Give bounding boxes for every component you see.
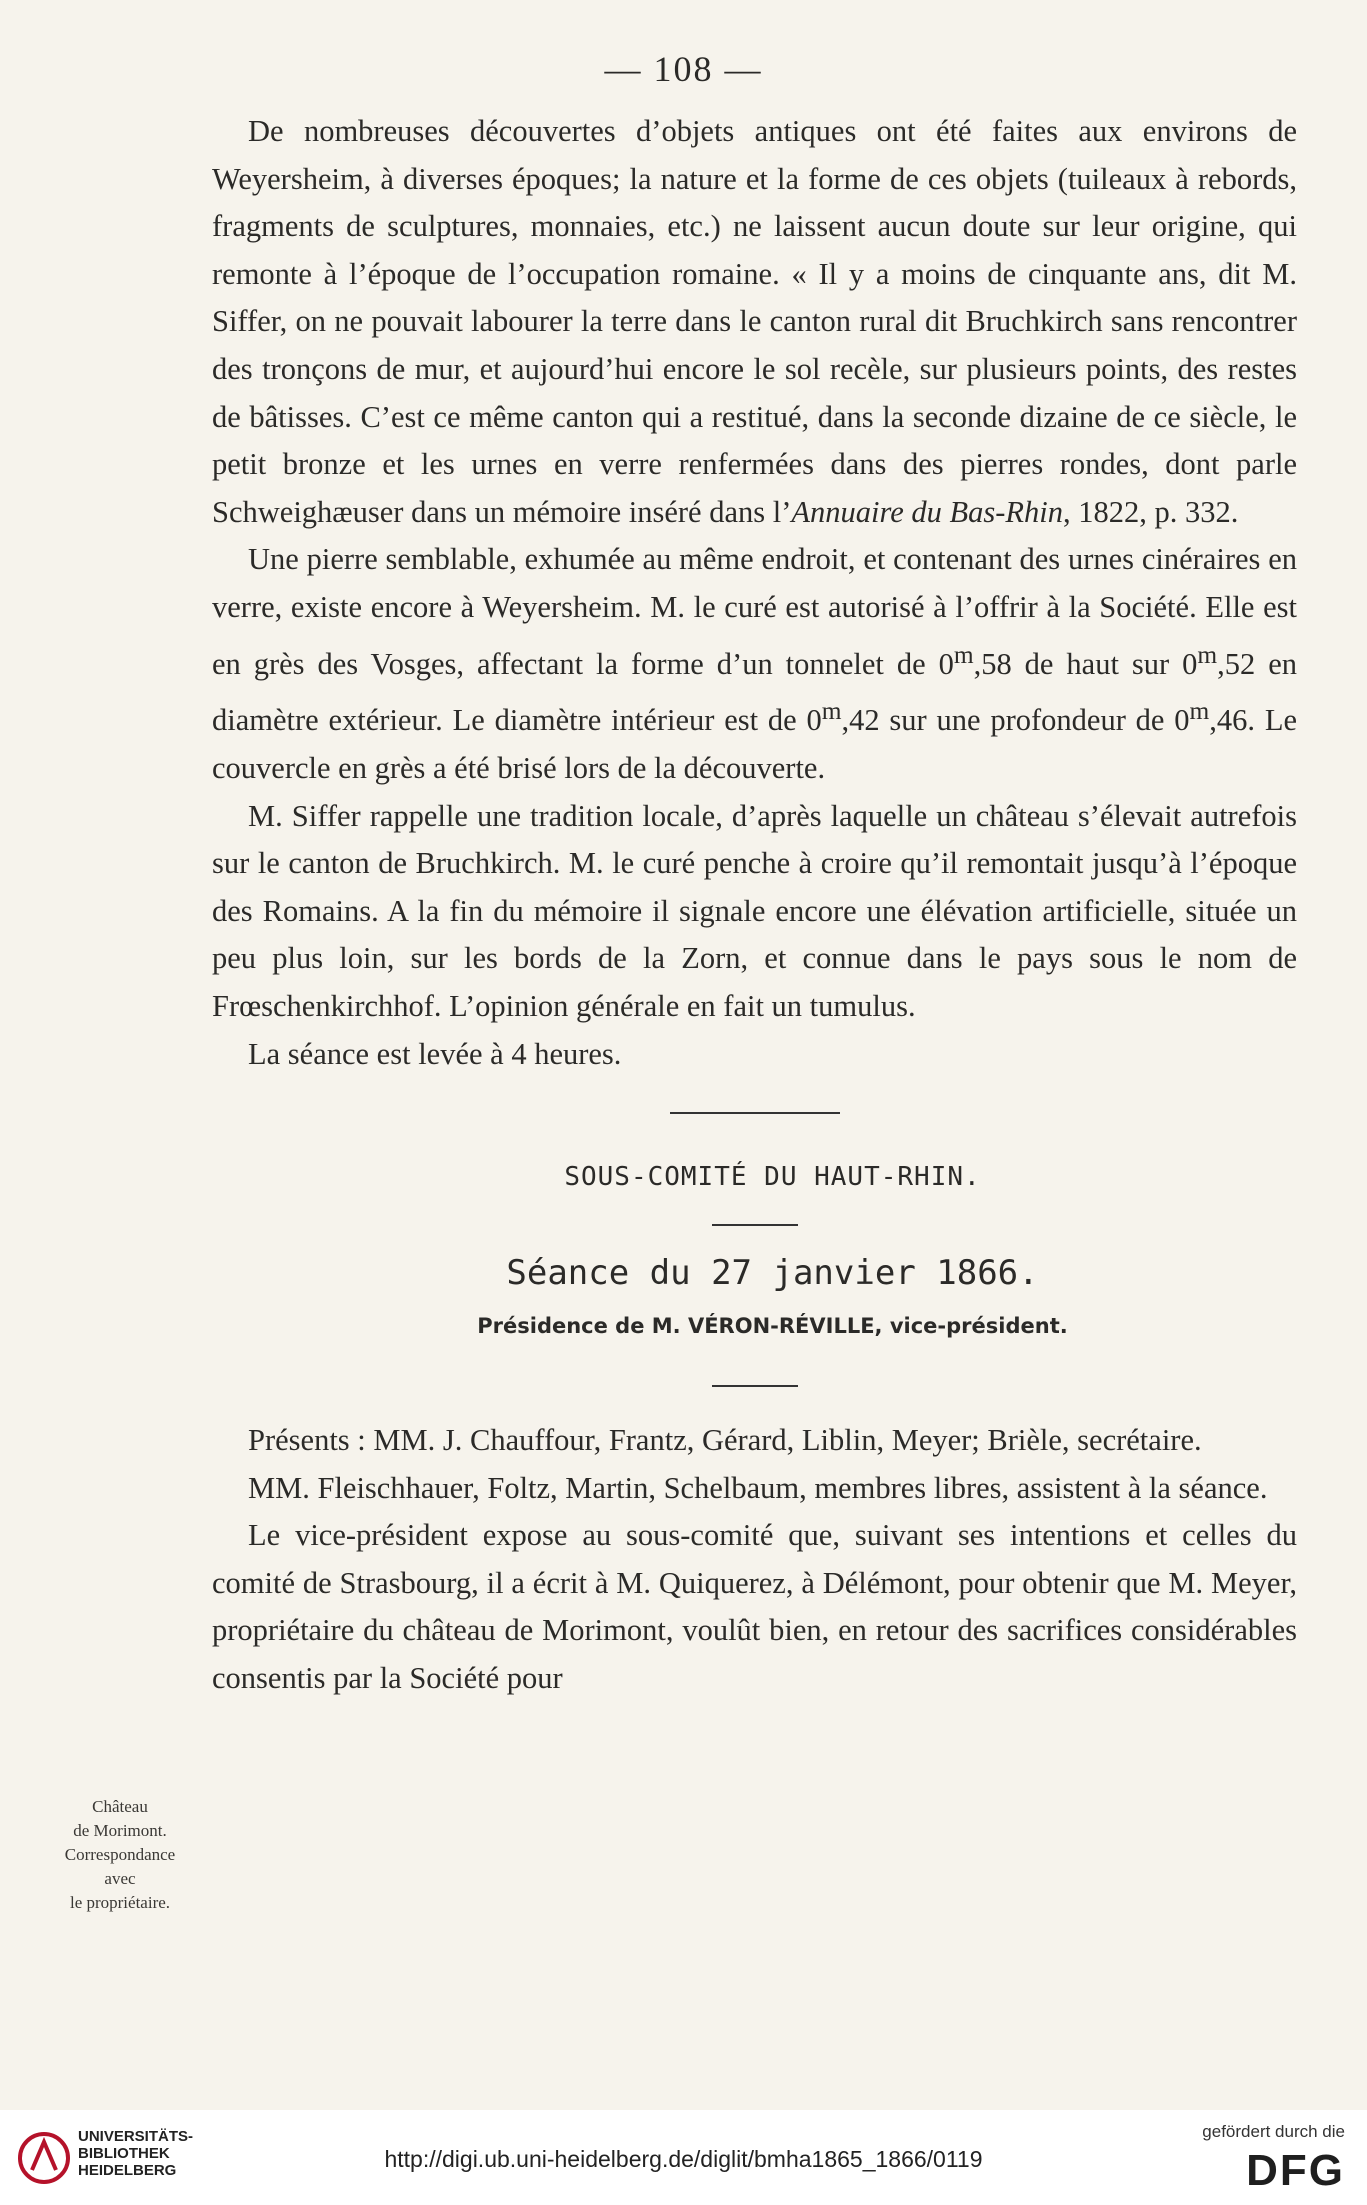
dfg-logo: DFG (1246, 2146, 1345, 2195)
annuaire-title: Annuaire du Bas-Rhin (791, 494, 1064, 529)
session-title: Séance du 27 janvier 1866. (506, 1252, 1039, 1293)
margin-note: Château de Morimont. Correspondance avec le propriétaire. (64, 1797, 176, 1912)
paragraph-presents: Présents : MM. J. Chauffour, Frantz, Gérard, Liblin, Meyer; Brièle, secrétaire. (248, 1422, 1202, 1457)
paragraph-closing: La séance est levée à 4 heures. (248, 1036, 622, 1071)
paragraph-discoveries: De nombreuses découvertes d’objets antiques ont été faites aux environs de Weyersheim, à diverses époques; la nature et la forme de ces objets (tuileaux à rebords, fragments de sculptures, monnaies, etc.) ne laissent aucun doute sur leur origine, qui remonte à l’époque de l’occupation romaine. « Il y a moins de cinquante ans, dit M. Siffer, on ne pouvait labourer la terre dans le canton rural dit Bruchkirch sans rencontrer des tronçons de mur, et aujourd’hui encore le sol recèle, sur plusieurs points, des restes de bâtisses. C’est ce même canton qui a restitué, dans la seconde dizaine de ce siècle, le petit bronze et les urnes en verre renfermées dans des pierres rondes, dont parle Schweighæuser dans un mémoire inséré dans l’Annuaire du Bas-Rhin, 1822, p. 332. (212, 114, 1297, 529)
page-number: — 108 — (604, 49, 763, 89)
funded-by-label: gefördert durch die (1202, 2122, 1345, 2141)
body-text (212, 108, 1297, 1703)
section-title: SOUS-COMITÉ DU HAUT-RHIN. (564, 1162, 981, 1193)
paragraph-attendees: MM. Fleischhauer, Foltz, Martin, Schelbaum, membres libres, assistent à la séance. (248, 1470, 1268, 1505)
paragraph-vice-president: Le vice-président expose au sous-comité que, suivant ses intentions et celles du comité de Strasbourg, il a écrit à M. Quiquerez, à Délémont, pour obtenir que M. Meyer, propriétaire du château de Morimont, voulût bien, en retour des sacrifices considérables consentis par la Société pour (212, 1518, 1297, 1695)
digital-library-url[interactable]: http://digi.ub.uni-heidelberg.de/diglit/bmha1865_1866/0119 (384, 2146, 983, 2172)
university-library-name: UNIVERSITÄTS- BIBLIOTHEK HEIDELBERG (78, 2128, 194, 2179)
paragraph-tradition: M. Siffer rappelle une tradition locale, d’après laquelle un château s’élevait autrefois sur le canton de Bruchkirch. M. le curé penche à croire qu’il remontait jusqu’à l’époque des Romains. A la fin du mémoire il signale encore une élévation artificielle, située un peu plus loin, sur les bords de la Zorn, et connue dans le pays sous le nom de Frœschenkirchhof. L’opinion générale en fait un tumulus. (212, 798, 1297, 1023)
footer-bar (0, 2110, 1367, 2205)
paragraph-stone: Une pierre semblable, exhumée au même endroit, et contenant des urnes cinéraires en verre, existe encore à Weyersheim. M. le curé est autorisé à l’offrir à la Société. Elle est en grès des Vosges, affectant la forme d’un tonnelet de 0$^m$,58 de haut sur 0$^m$,52 en diamètre extérieur. Le diamètre intérieur est de 0$^m$,42 sur une profondeur de 0$^m$,46. Le couvercle en grès a été brisé lors de la découverte. (212, 542, 1298, 786)
presidence-line: Présidence de M. VÉRON-RÉVILLE, vice-président. (477, 1314, 1068, 1339)
